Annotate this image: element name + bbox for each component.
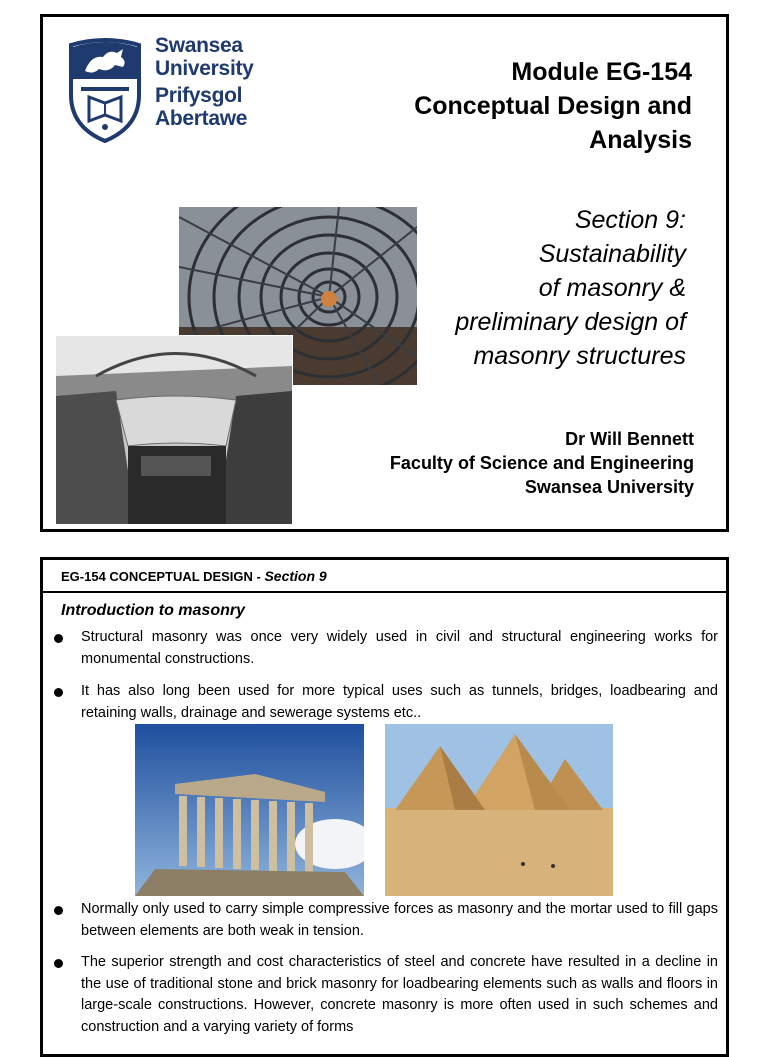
swansea-university-logo [65, 35, 265, 147]
author-name: Dr Will Bennett [565, 429, 694, 449]
course-label: EG-154 CONCEPTUAL DESIGN - [61, 569, 265, 584]
section-label: Section 9 [264, 568, 327, 584]
module-title [414, 55, 692, 157]
section-title-line: Section 9: [574, 206, 686, 234]
logo-wordmark [155, 35, 254, 130]
content-slide [40, 557, 729, 1057]
section-heading: Introduction to masonry [61, 602, 245, 619]
section-title [386, 203, 686, 373]
logo-line: University [155, 56, 254, 80]
bullet-point: Normally only used to carry simple compressive forces as masonry and the mortar used to fill gaps between elements are both weak in tension. [81, 899, 718, 942]
module-title-line: Conceptual Design and [414, 92, 692, 120]
crest-icon [65, 35, 145, 145]
module-title-line: Module EG-154 [511, 58, 692, 86]
slide-header [43, 560, 726, 593]
section-title-line: preliminary design of [455, 308, 686, 336]
section-title-line: masonry structures [473, 342, 686, 370]
author-faculty: Faculty of Science and Engineering [389, 453, 694, 473]
section-title-line: of masonry & [538, 274, 686, 302]
author-block [390, 427, 694, 499]
logo-line: Prifysgol [155, 84, 243, 107]
dam-and-arch-bridge-photo [55, 335, 293, 525]
bullet-point: It has also long been used for more typical uses such as tunnels, bridges, loadbearing and retaining walls, drainage and sewerage systems etc.. [81, 681, 718, 724]
bullet-point: The superior strength and cost characteristics of steel and concrete have resulted in a decline in the use of traditional stone and brick masonry for loadbearing elements such as walls and floors in large-scale constructions. However, concrete masonry is more often used in such schemes and construction and a varying variety of forms [81, 952, 718, 1038]
parthenon-photo [135, 724, 364, 896]
logo-line: Swansea [155, 34, 243, 57]
bullet-point: Structural masonry was once very widely used in civil and structural engineering works for monumental constructions. [81, 627, 718, 670]
author-university: Swansea University [524, 477, 694, 497]
pyramids-photo [385, 724, 613, 896]
title-slide [40, 14, 729, 532]
logo-line: Abertawe [155, 106, 248, 130]
section-title-line: Sustainability [538, 240, 686, 268]
module-title-line: Analysis [589, 126, 692, 154]
